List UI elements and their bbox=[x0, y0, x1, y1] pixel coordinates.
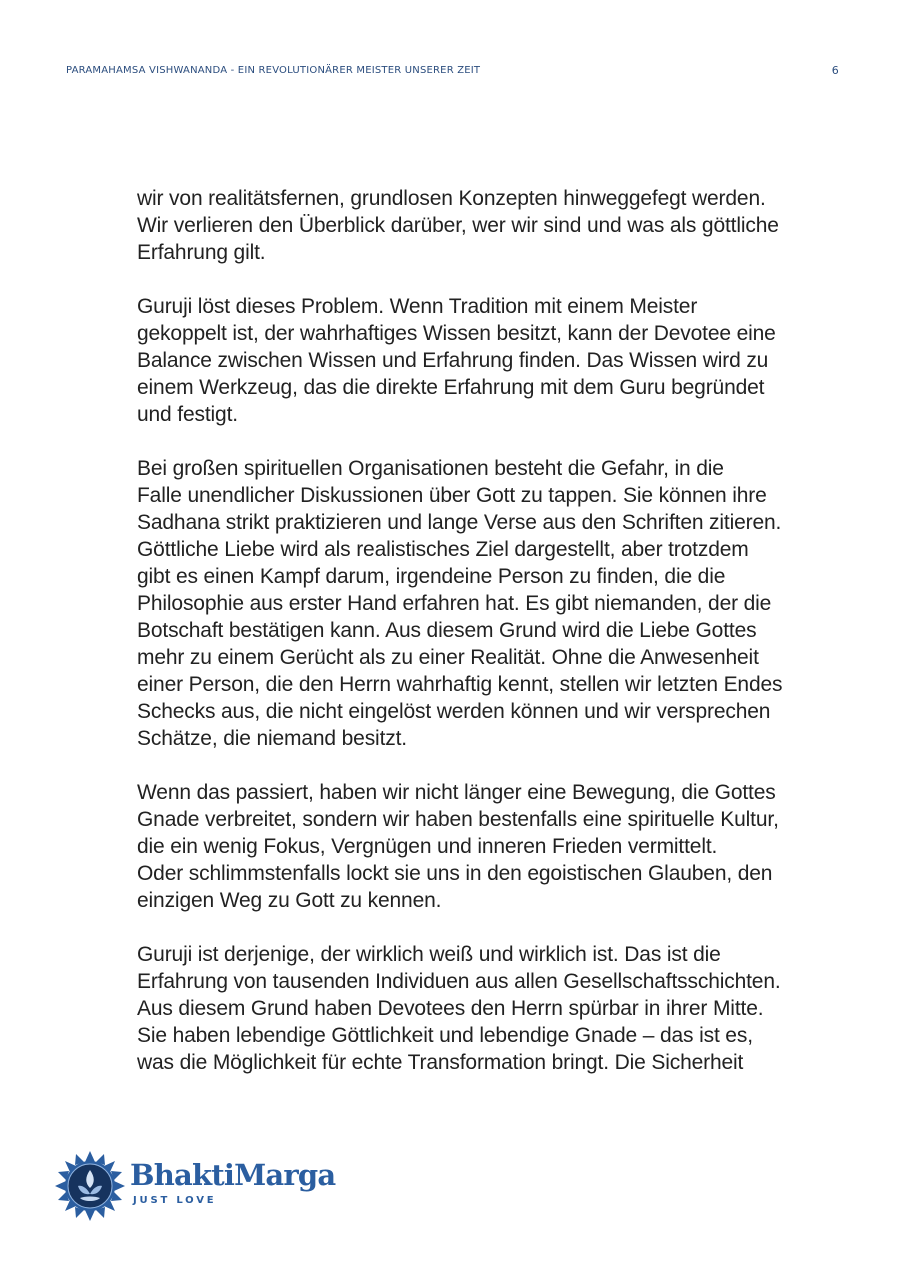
paragraph bbox=[137, 293, 843, 428]
text-line: Bei großen spirituellen Organisationen besteht die Gefahr, in die bbox=[137, 457, 724, 480]
paragraph bbox=[137, 779, 843, 914]
text-line: was die Möglichkeit für echte Transformation bringt. Die Sicherheit bbox=[137, 1051, 744, 1074]
text-line: Wir verlieren den Überblick darüber, wer wir sind und was als göttliche bbox=[137, 214, 779, 237]
text-line: Erfahrung von tausenden Individuen aus allen Gesellschaftsschichten. bbox=[137, 970, 781, 993]
text-line: einem Werkzeug, das die direkte Erfahrung mit dem Guru begründet bbox=[137, 376, 765, 399]
text-line: Oder schlimmstenfalls lockt sie uns in den egoistischen Glauben, den bbox=[137, 862, 773, 885]
text-line: Guruji ist derjenige, der wirklich weiß und wirklich ist. Das ist die bbox=[137, 943, 721, 966]
lotus-emblem-icon bbox=[54, 1150, 126, 1222]
text-line: Wenn das passiert, haben wir nicht länger eine Bewegung, die Gottes bbox=[137, 781, 776, 804]
text-line: gibt es einen Kampf darum, irgendeine Person zu finden, die die bbox=[137, 565, 726, 588]
text-line: Gnade verbreitet, sondern wir haben bestenfalls eine spirituelle Kultur, bbox=[137, 808, 779, 831]
paragraph bbox=[137, 185, 843, 266]
brand-name: BhaktiMarga bbox=[130, 1158, 336, 1192]
text-line: wir von realitätsfernen, grundlosen Konzepten hinweggefegt werden. bbox=[137, 187, 766, 210]
page-number: 6 bbox=[831, 63, 839, 77]
text-line: Philosophie aus erster Hand erfahren hat. Es gibt niemanden, der die bbox=[137, 592, 772, 615]
body-text bbox=[137, 185, 843, 1103]
running-title: PARAMAHAMSA VISHWANANDA - EIN REVOLUTIONÄRER MEISTER UNSERER ZEIT bbox=[66, 64, 481, 76]
text-line: Schätze, die niemand besitzt. bbox=[137, 727, 407, 750]
text-line: einzigen Weg zu Gott zu kennen. bbox=[137, 889, 442, 912]
paragraph bbox=[137, 455, 843, 752]
text-line: Aus diesem Grund haben Devotees den Herrn spürbar in ihrer Mitte. bbox=[137, 997, 764, 1020]
text-line: gekoppelt ist, der wahrhaftiges Wissen besitzt, kann der Devotee eine bbox=[137, 322, 776, 345]
text-line: Balance zwischen Wissen und Erfahrung finden. Das Wissen wird zu bbox=[137, 349, 769, 372]
text-line: Göttliche Liebe wird als realistisches Ziel dargestellt, aber trotzdem bbox=[137, 538, 749, 561]
text-line: die ein wenig Fokus, Vergnügen und inneren Frieden vermittelt. bbox=[137, 835, 718, 858]
text-line: Sadhana strikt praktizieren und lange Verse aus den Schriften zitieren. bbox=[137, 511, 782, 534]
text-line: und festigt. bbox=[137, 403, 238, 426]
text-line: Botschaft bestätigen kann. Aus diesem Grund wird die Liebe Gottes bbox=[137, 619, 757, 642]
brand-tagline: JUST LOVE bbox=[133, 1195, 217, 1206]
text-line: Sie haben lebendige Göttlichkeit und lebendige Gnade – das ist es, bbox=[137, 1024, 753, 1047]
bhakti-marga-logo bbox=[54, 1150, 354, 1222]
paragraph bbox=[137, 941, 843, 1076]
text-line: Schecks aus, die nicht eingelöst werden können und wir versprechen bbox=[137, 700, 771, 723]
text-line: einer Person, die den Herrn wahrhaftig kennt, stellen wir letzten Endes bbox=[137, 673, 783, 696]
text-line: Guruji löst dieses Problem. Wenn Tradition mit einem Meister bbox=[137, 295, 698, 318]
text-line: Falle unendlicher Diskussionen über Gott zu tappen. Sie können ihre bbox=[137, 484, 767, 507]
text-line: Erfahrung gilt. bbox=[137, 241, 266, 264]
text-line: mehr zu einem Gerücht als zu einer Realität. Ohne die Anwesenheit bbox=[137, 646, 759, 669]
page-header bbox=[66, 62, 839, 78]
